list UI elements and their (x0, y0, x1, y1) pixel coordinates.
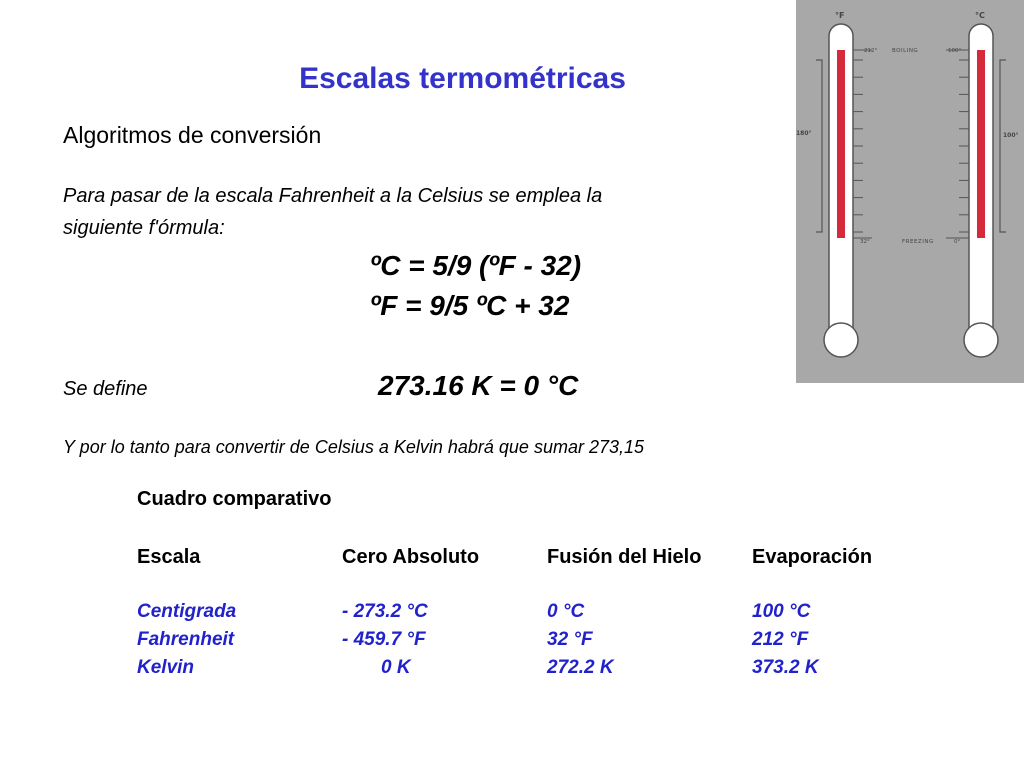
formula-fahrenheit: ºF = 9/5 ºC + 32 (370, 290, 570, 321)
column-header-scale: Escala (137, 546, 201, 568)
boiling-label: BOILING (892, 48, 919, 54)
intro-text-line2: siguiente f'órmula: (63, 217, 225, 239)
fahrenheit-boiling-value: 212° (864, 48, 878, 54)
celsius-unit-label: °C (975, 11, 985, 20)
kelvin-definition: 273.16 K = 0 °C (378, 370, 579, 401)
table-cell-scale-celsius: Centigrada (137, 601, 237, 622)
thermometer-illustration (796, 0, 1024, 383)
table-cell-celsius-boiling: 100 °C (752, 601, 811, 622)
table-cell-fahrenheit-absolute-zero: - 459.7 °F (342, 629, 426, 650)
section-subtitle: Algoritmos de conversión (63, 122, 322, 148)
fahrenheit-unit-label: °F (835, 11, 845, 20)
celsius-freezing-value: 0° (954, 239, 961, 245)
table-cell-celsius-absolute-zero: - 273.2 °C (342, 601, 428, 622)
celsius-mercury (977, 50, 985, 238)
table-cell-kelvin-boiling: 373.2 K (752, 657, 819, 678)
formula-celsius: ºC = 5/9 (ºF - 32) (370, 250, 582, 281)
column-header-boiling: Evaporación (752, 546, 873, 568)
define-label: Se define (63, 378, 148, 400)
slide-title: Escalas termométricas (299, 62, 626, 95)
celsius-boiling-value: 100° (948, 48, 962, 54)
conversion-note: Y por lo tanto para convertir de Celsius a Kelvin habrá que sumar 273,15 (63, 437, 645, 457)
celsius-range-label: 100° (1003, 132, 1019, 139)
table-cell-kelvin-melting: 272.2 K (547, 657, 614, 678)
table-cell-scale-fahrenheit: Fahrenheit (137, 629, 235, 650)
column-header-ice-melting: Fusión del Hielo (547, 546, 702, 568)
fahrenheit-range-label: 180° (796, 130, 812, 137)
table-cell-fahrenheit-melting: 32 °F (547, 629, 593, 650)
table-cell-kelvin-absolute-zero: 0 K (381, 657, 411, 678)
freezing-label: FREEZING (902, 239, 934, 245)
fahrenheit-mercury (837, 50, 845, 238)
intro-text-line1: Para pasar de la escala Fahrenheit a la Celsius se emplea la (63, 185, 603, 207)
table-cell-celsius-melting: 0 °C (547, 601, 585, 622)
column-header-absolute-zero: Cero Absoluto (342, 546, 480, 568)
table-cell-fahrenheit-boiling: 212 °F (752, 629, 809, 650)
table-heading: Cuadro comparativo (137, 488, 332, 510)
fahrenheit-freezing-value: 32° (860, 239, 870, 245)
table-cell-scale-kelvin: Kelvin (137, 657, 195, 678)
